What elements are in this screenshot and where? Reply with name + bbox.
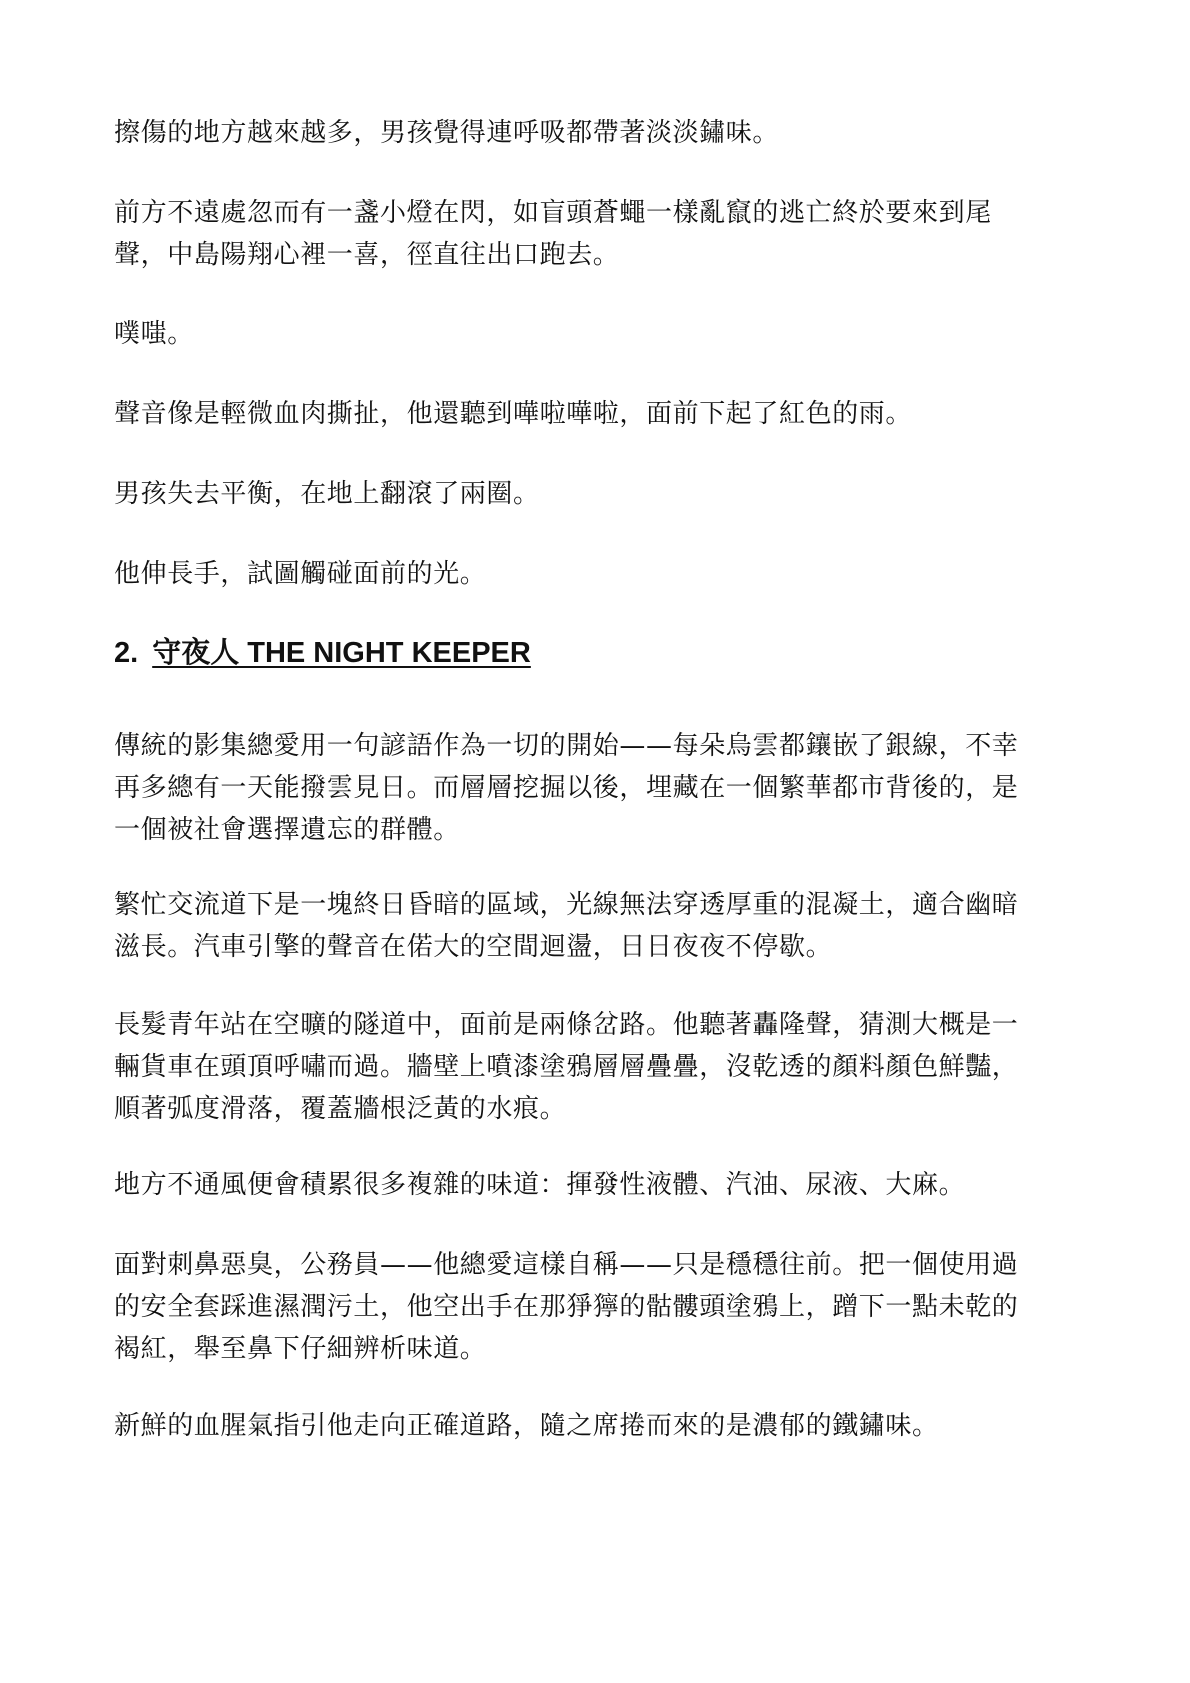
- section-title: 守夜人 THE NIGHT KEEPER: [152, 637, 531, 669]
- paragraph-line: 前方不遠處忽而有一盞小燈在閃，如盲頭蒼蠅一樣亂竄的逃亡終於要來到尾: [114, 198, 992, 228]
- paragraph-line: 長髮青年站在空曠的隧道中，面前是兩條岔路。他聽著轟隆聲，猜測大概是一: [114, 1010, 1019, 1040]
- paragraph-line: 輛貨車在頭頂呼嘯而過。牆壁上噴漆塗鴉層層疊疊，沒乾透的顏料顏色鮮豔，: [114, 1052, 1019, 1082]
- paragraph-8: [114, 884, 1086, 968]
- paragraph-line: 新鮮的血腥氣指引他走向正確道路，隨之席捲而來的是濃郁的鐵鏽味。: [114, 1411, 939, 1441]
- paragraph-line: 一個被社會選擇遺忘的群體。: [114, 815, 460, 845]
- paragraph-10: [114, 1164, 1086, 1206]
- paragraph-6: [114, 553, 1086, 595]
- paragraph-12: [114, 1405, 1086, 1447]
- paragraph-line: 他伸長手，試圖觸碰面前的光。: [114, 559, 487, 589]
- paragraph-line: 聲，中島陽翔心裡一喜，徑直往出口跑去。: [114, 240, 620, 270]
- paragraph-line: 聲音像是輕微血肉撕扯，他還聽到嘩啦嘩啦，面前下起了紅色的雨。: [114, 399, 913, 429]
- paragraph-line: 再多總有一天能撥雲見日。而層層挖掘以後，埋藏在一個繁華都市背後的，是: [114, 773, 1019, 803]
- paragraph-line: 滋長。汽車引擎的聲音在偌大的空間迴盪，日日夜夜不停歇。: [114, 932, 833, 962]
- paragraph-5: [114, 473, 1086, 515]
- paragraph-line: 順著弧度滑落，覆蓋牆根泛黃的水痕。: [114, 1094, 567, 1124]
- paragraph-3: [114, 313, 1086, 355]
- paragraph-line: 的安全套踩進濕潤污土，他空出手在那猙獰的骷髏頭塗鴉上，蹭下一點未乾的: [114, 1292, 1019, 1322]
- paragraph-line: 繁忙交流道下是一塊終日昏暗的區域，光線無法穿透厚重的混凝土，適合幽暗: [114, 890, 1019, 920]
- paragraph-line: 面對刺鼻惡臭，公務員——他總愛這樣自稱——只是穩穩往前。把一個使用過: [114, 1250, 1019, 1280]
- section-heading: [114, 633, 531, 673]
- paragraph-11: [114, 1244, 1086, 1370]
- paragraph-line: 噗嗤。: [114, 319, 194, 349]
- paragraph-line: 傳統的影集總愛用一句諺語作為一切的開始——每朵烏雲都鑲嵌了銀線，不幸: [114, 731, 1019, 761]
- paragraph-line: 擦傷的地方越來越多，男孩覺得連呼吸都帶著淡淡鏽味。: [114, 118, 780, 148]
- section-number: 2.: [114, 637, 139, 669]
- paragraph-2: [114, 192, 1086, 276]
- paragraph-line: 褐紅，舉至鼻下仔細辨析味道。: [114, 1334, 487, 1364]
- paragraph-7: [114, 725, 1086, 851]
- paragraph-1: [114, 112, 1086, 154]
- paragraph-9: [114, 1004, 1086, 1130]
- paragraph-line: 地方不通風便會積累很多複雜的味道：揮發性液體、汽油、尿液、大麻。: [114, 1170, 966, 1200]
- paragraph-line: 男孩失去平衡，在地上翻滾了兩圈。: [114, 479, 540, 509]
- paragraph-4: [114, 393, 1086, 435]
